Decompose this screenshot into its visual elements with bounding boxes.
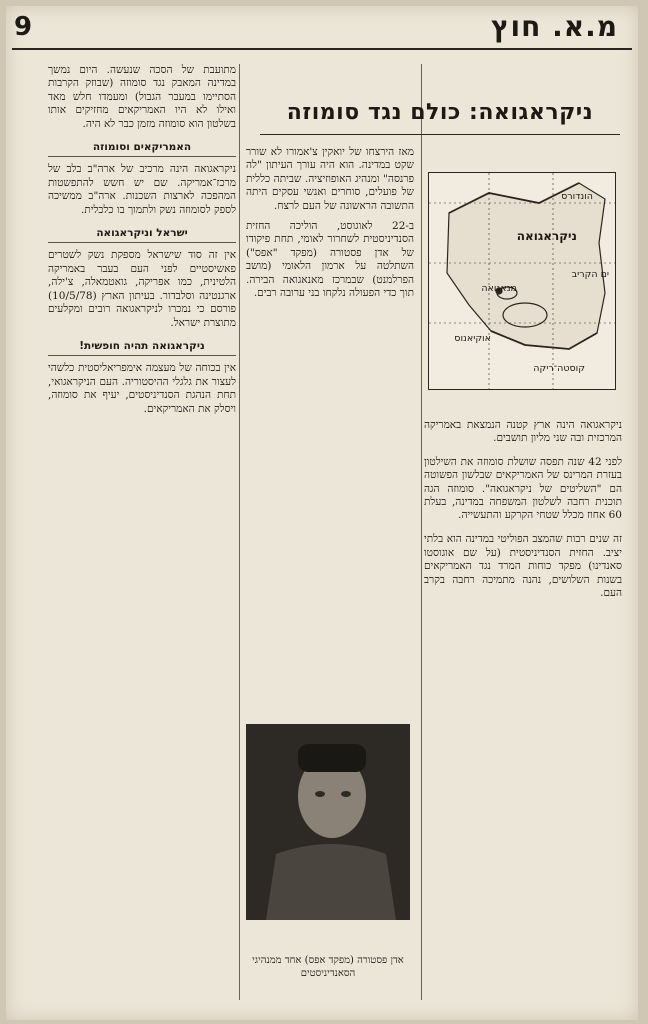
column-divider: [239, 64, 240, 1000]
paragraph: מאז הירצחו של יואקין צ'אמורו לא שורר שקט במדינה. הוא היה עורך העיתון "לה פרנסה" ומנהיג האופוזיציה. שביתה כללית של פועלים, סוחרים ואנשי עסקים היתה התשובה הראשונה של העם לרצח.: [246, 146, 414, 212]
right-column: [424, 408, 622, 611]
paragraph: אין בכוחה של מעצמה אימפריאליסטית כלשהי לעצור את גלגלי ההיסטוריה. העם הניקראגואי, תחת הנהגת הסנדיניסטים, יעיף את סומוזה, ויסלק את האמריקאים.: [48, 362, 236, 415]
column-divider: [421, 64, 422, 1000]
map-label-honduras: הונדורס: [561, 191, 593, 202]
photo-graphic: [246, 724, 410, 920]
title-rule: [260, 134, 620, 135]
page-number: 9: [14, 12, 33, 42]
map-label-costa-rica: קוסטה־ריקה: [533, 363, 585, 374]
middle-column: [246, 146, 414, 716]
paragraph: ניקראגואה הינה מרכיב של ארה"ב בלב של מרכז־אמריקה. שם יש חשש להתפשטות המהפכה לארצות השכנות. ארה"ב ממשיכה לספק לסומוזה נשק ולתמוך בו כלכלית.: [48, 163, 236, 216]
paragraph: לפני 42 שנה תפסה שושלת סומוזה את השילטון בעזרת המרינס של האמריקאים שבלשון הפשוטה הם "השליטים של ניקראגואה". סומוזה הגה תוכנית רחבה לשלטון המשפחה במדינה, בעלת 60 אחוז מכלל שטחי הקרקע והתעשייה.: [424, 455, 622, 522]
paragraph: אין זה סוד שישראל מספקת נשק לשטרים פאשיסטיים לפני העם בעבר באמריקה הלטינית, כמו אפריקה, גואטמאלה, צ'ילה, ארגנטינה וסלבדור. בעיתון הארץ (10/5/78) פורסם כי נמכרו לניקראגואה רובים ומקלעים מתוצרת ישראל.: [48, 249, 236, 329]
paragraph: ניקראגואה הינה ארץ קטנה הנמצאת באמריקה המרכזית ובה שני מליון תושבים.: [424, 418, 622, 444]
subhead-free: ניקראגואה תהיה חופשית!: [48, 340, 236, 356]
photo-caption: אדן פסטורה (מפקד אפס) אחד ממנהיגי הסאנדיניסטים: [252, 955, 404, 979]
paragraph: זה שנים רבות שהמצב הפוליטי במדינה הוא בלתי יציב. החזית הסנדיניסטית (על שם אוגוסטו סאנדינו) מפקד כוחות המרד נגד האמריקאים בשנות השלושים, נהנה מתמיכה רחבה בקרב העם.: [424, 533, 622, 599]
nicaragua-map: [428, 172, 616, 390]
paragraph: מתועבת של הסכה שנעשה. היום נמשך במדינה המאבק נגד סומוזה (שבוזק הקרבות הסתיימו במעבר הגבול) ומעמדו חלש מאד ואילו לא היו האמריקאים מחזיקים אותו בשלטון הוא סומוזה מזמן כבר לא היה.: [48, 64, 236, 130]
page-header: [6, 6, 638, 46]
newspaper-page: [6, 6, 638, 1020]
subhead-americans: האמריקאים וסומוזה: [48, 141, 236, 157]
section-name: מ.א. חוץ: [490, 10, 618, 43]
map-label-nicaragua: ניקראגואה: [516, 229, 577, 243]
article-title: ניקראגואה: כולם נגד סומוזה: [286, 100, 594, 125]
map-label-pacific: אוקיאנוס: [454, 333, 491, 344]
map-label-managua: מנאגואה: [481, 283, 517, 294]
left-column: [48, 64, 236, 1004]
photo-eden-pastora: [246, 724, 410, 920]
paragraph: ב-22 לאוגוסט, הוליכה החזית הסנדיניסטית לשחרור לאומי, תחת פיקודו של אדן פסטורה (מפקד "אפס") השתלטה על ארמון הלאומי (מושב הפרלמנט) שבמרכז מאנאגואה הבירה. תוך כדי הפעולה נלקחו בני ערובה רבים.: [246, 220, 414, 300]
map-label-sea: ים הקריב: [571, 269, 609, 280]
header-rule: [12, 48, 632, 50]
map-graphic: [429, 173, 615, 389]
subhead-israel: ישראל וניקראגואה: [48, 227, 236, 243]
